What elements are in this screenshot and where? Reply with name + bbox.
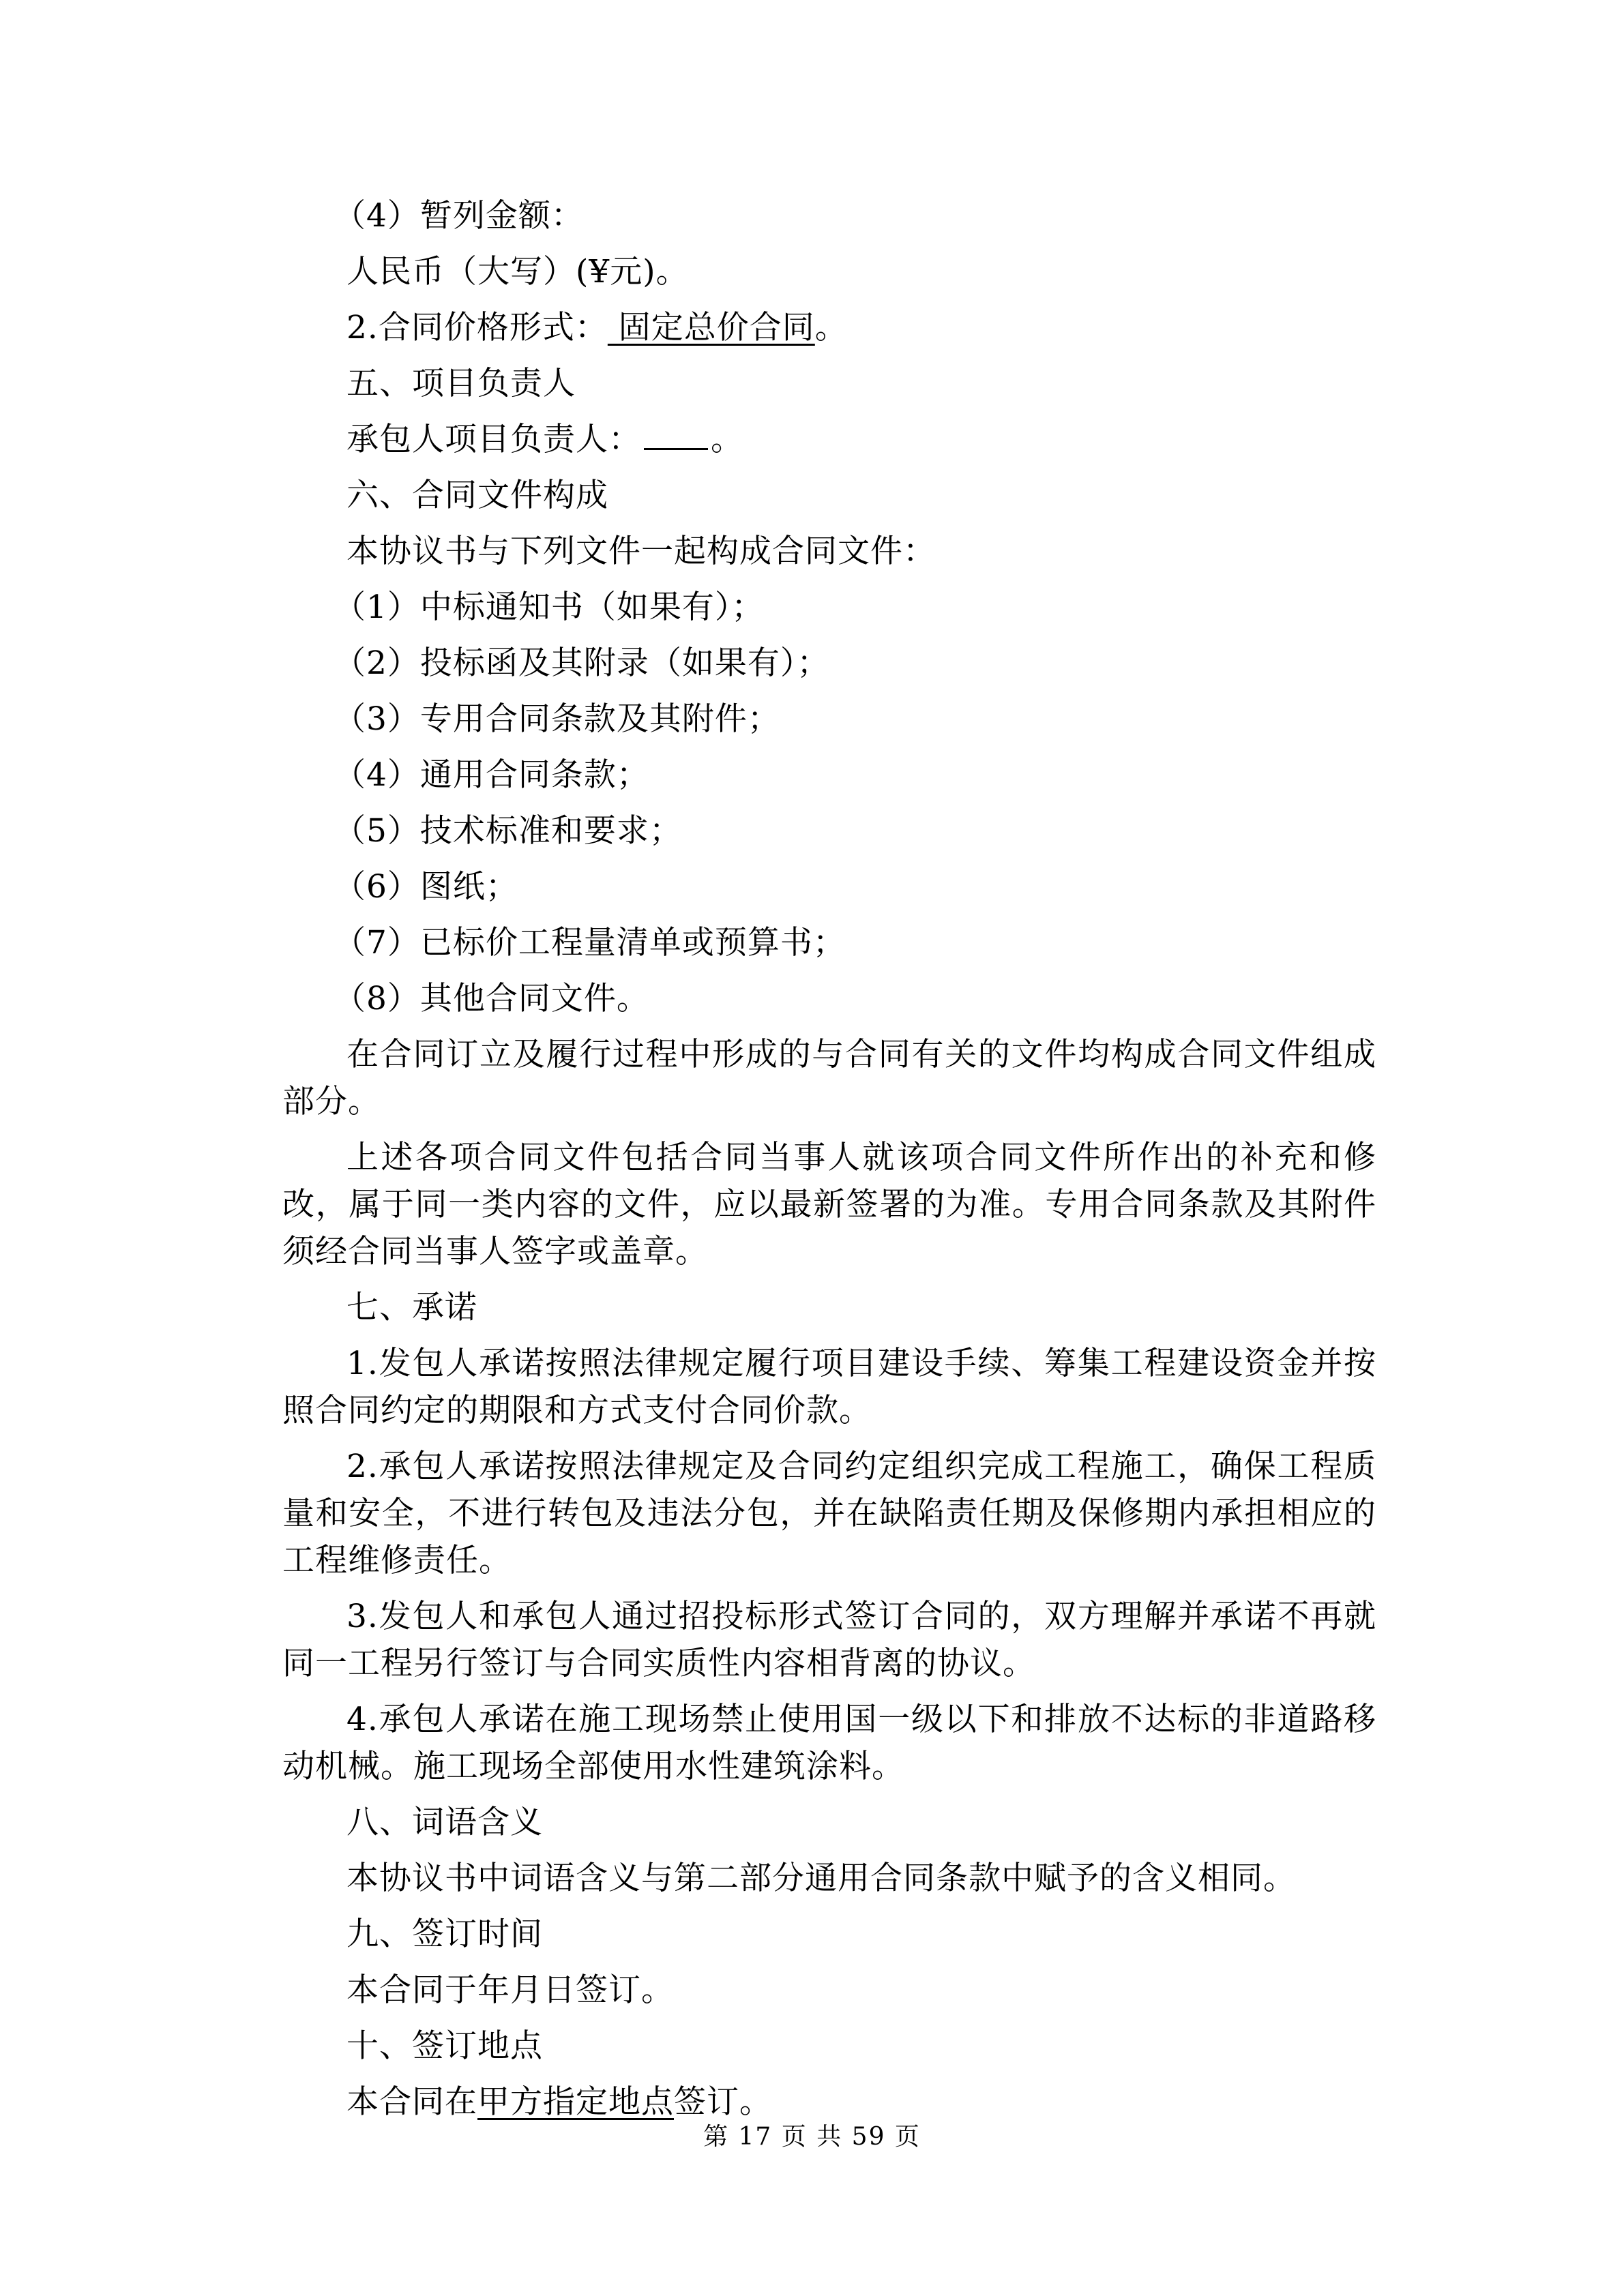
- commitment-3: 3.发包人和承包人通过招投标形式签订合同的，双方理解并承诺不再就同一工程另行签订与合同实质性内容相背离的协议。: [282, 1598, 1376, 1682]
- contract-price-form-line: [282, 304, 1376, 351]
- signing-place-suffix: 签订。: [674, 2083, 772, 2121]
- list-item-5: （5）技术标准和要求；: [334, 812, 682, 850]
- page-number-footer: 第 17 页 共 59 页: [703, 2123, 921, 2151]
- list-item-3: （3）专用合同条款及其附件；: [334, 700, 780, 738]
- contract-price-form-suffix: 。: [814, 309, 848, 346]
- list-item-4: （4）通用合同条款；: [334, 756, 649, 794]
- list-item-6: （6）图纸；: [334, 868, 518, 906]
- project-manager-line: [282, 416, 1376, 463]
- list-item-1: （1）中标通知书（如果有）；: [334, 588, 765, 626]
- commitment-1: 1.发包人承诺按照法律规定履行项目建设手续、筹集工程建设资金并按照合同约定的期限和方式支付合同价款。: [282, 1345, 1376, 1429]
- section-heading-signing-time: 九、签订时间: [346, 1915, 543, 1953]
- section-heading-commitments: 七、承诺: [346, 1289, 477, 1326]
- document-body: [282, 192, 1376, 2134]
- section-heading-contract-documents: 六、合同文件构成: [346, 477, 608, 514]
- signing-time-text: 本合同于年月日签订。: [346, 1971, 674, 2009]
- signing-place-value: 甲方指定地点: [477, 2083, 674, 2121]
- project-manager-blank: [644, 421, 708, 450]
- signing-place-prefix: 本合同在: [346, 2083, 477, 2121]
- signing-place-line: [282, 2078, 1376, 2126]
- commitment-2: 2.承包人承诺按照法律规定及合同约定组织完成工程施工，确保工程质量和安全，不进行转包及违法分包，并在缺陷责任期及保修期内承担相应的工程维修责任。: [282, 1448, 1376, 1579]
- section-heading-signing-place: 十、签订地点: [346, 2027, 543, 2065]
- provisional-sum-line: （4）暂列金额：: [334, 197, 584, 235]
- section-heading-definitions: 八、词语含义: [346, 1804, 543, 1841]
- list-item-8: （8）其他合同文件。: [334, 980, 649, 1017]
- commitment-4: 4.承包人承诺在施工现场禁止使用国一级以下和排放不达标的非道路移动机械。施工现场全部使用水性建筑涂料。: [282, 1701, 1376, 1785]
- rmb-amount-line: 人民币（大写）(¥元)。: [346, 253, 689, 290]
- project-manager-suffix: 。: [711, 421, 743, 458]
- definitions-text: 本协议书中词语含义与第二部分通用合同条款中赋予的含义相同。: [346, 1860, 1296, 1897]
- paragraph-contract-composition: 在合同订立及履行过程中形成的与合同有关的文件均构成合同文件组成部分。: [282, 1036, 1376, 1120]
- contract-documents-intro: 本协议书与下列文件一起构成合同文件：: [346, 533, 936, 570]
- list-item-2: （2）投标函及其附录（如果有）；: [334, 644, 830, 682]
- contract-price-form-value: 固定总价合同: [607, 309, 815, 346]
- section-heading-project-manager: 五、项目负责人: [346, 365, 576, 402]
- project-manager-label: 承包人项目负责人：: [346, 421, 641, 458]
- list-item-7: （7）已标价工程量清单或预算书；: [334, 924, 846, 961]
- contract-price-form-label: 2.合同价格形式：: [346, 309, 608, 346]
- paragraph-contract-precedence: 上述各项合同文件包括合同当事人就该项合同文件所作出的补充和修改，属于同一类内容的文件，应以最新签署的为准。专用合同条款及其附件须经合同当事人签字或盖章。: [282, 1139, 1376, 1270]
